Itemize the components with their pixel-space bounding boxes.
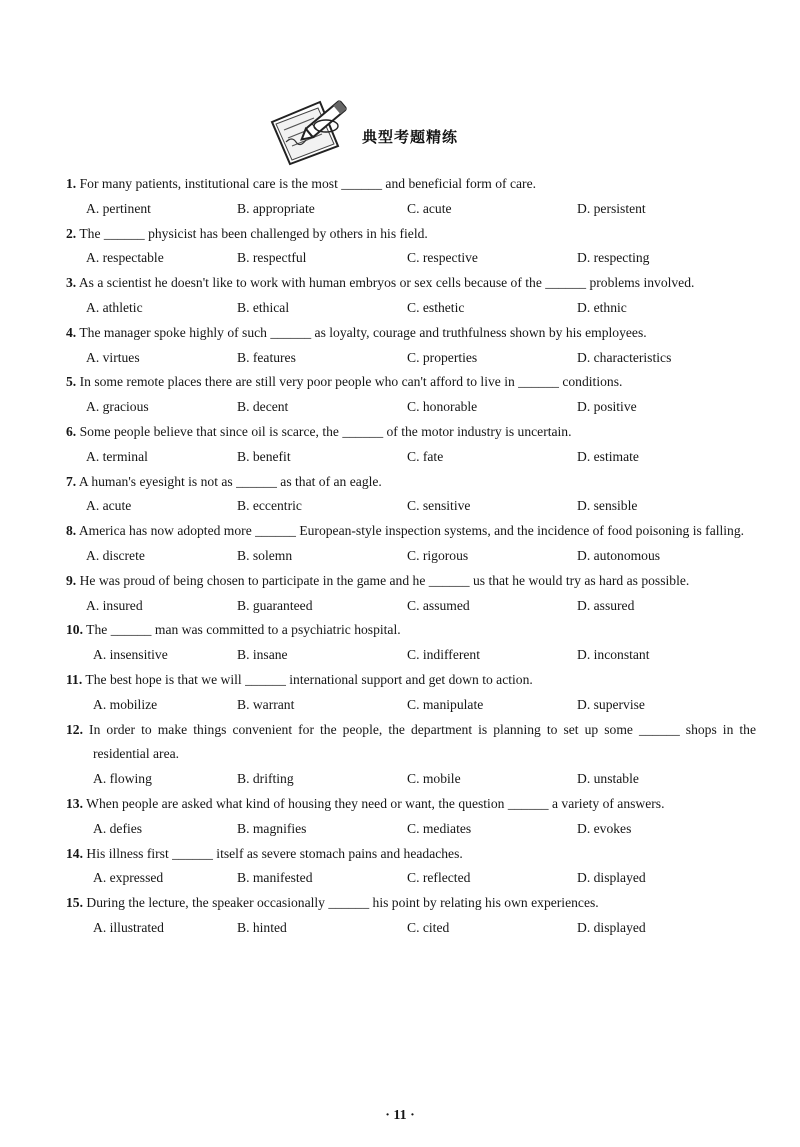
option-a: A. respectable bbox=[86, 250, 164, 266]
question-number: 2. bbox=[66, 225, 77, 241]
option-b: B. benefit bbox=[237, 448, 291, 464]
question-line bbox=[66, 370, 756, 395]
option-row bbox=[66, 494, 756, 519]
option-d: D. autonomous bbox=[577, 547, 661, 563]
option-d: D. supervise bbox=[577, 696, 645, 712]
question-number: 11. bbox=[66, 671, 83, 687]
option-c: C. fate bbox=[407, 448, 444, 464]
option-a: A. insensitive bbox=[93, 647, 168, 663]
option-d: D. sensible bbox=[577, 498, 638, 514]
question-number: 13. bbox=[66, 795, 83, 811]
question-line bbox=[66, 470, 756, 495]
option-b: B. drifting bbox=[237, 771, 294, 787]
option-c: C. mobile bbox=[407, 771, 461, 787]
question-number: 1. bbox=[66, 176, 77, 191]
option-b: B. respectful bbox=[237, 250, 307, 266]
option-c: C. esthetic bbox=[407, 299, 465, 315]
option-a: A. mobilize bbox=[93, 696, 158, 712]
question-number: 10. bbox=[66, 622, 83, 638]
question-line bbox=[66, 842, 756, 867]
option-row bbox=[66, 246, 756, 271]
page-header bbox=[268, 96, 548, 168]
page-number: · 11 · bbox=[385, 1108, 415, 1123]
option-b: B. manifested bbox=[237, 870, 313, 886]
question-7 bbox=[66, 470, 756, 520]
question-number: 5. bbox=[66, 374, 77, 390]
option-c: C. rigorous bbox=[407, 547, 469, 563]
option-c: C. properties bbox=[407, 349, 478, 365]
option-b: B. ethical bbox=[237, 299, 290, 315]
option-c: C. indifferent bbox=[407, 647, 480, 663]
option-b: B. insane bbox=[237, 647, 288, 663]
option-b: B. guaranteed bbox=[237, 597, 313, 613]
question-line bbox=[66, 420, 756, 445]
question-3 bbox=[66, 271, 756, 321]
option-b: B. magnifies bbox=[237, 820, 307, 836]
option-row bbox=[66, 544, 756, 569]
option-c: C. assumed bbox=[407, 597, 470, 613]
option-c: C. honorable bbox=[407, 399, 478, 415]
option-b: B. eccentric bbox=[237, 498, 302, 514]
option-c: C. sensitive bbox=[407, 498, 471, 514]
option-d: D. unstable bbox=[577, 771, 639, 787]
option-d: D. inconstant bbox=[577, 647, 650, 663]
option-c: C. manipulate bbox=[407, 696, 484, 712]
option-row bbox=[66, 346, 756, 371]
question-13 bbox=[66, 792, 756, 842]
question-line bbox=[66, 569, 756, 594]
question-line bbox=[66, 792, 756, 817]
option-d: D. positive bbox=[577, 399, 637, 415]
option-b: B. hinted bbox=[237, 919, 287, 935]
question-text: For many patients, institutional care is the most ______ and beneficial form of care. bbox=[79, 176, 537, 191]
option-a: A. pertinent bbox=[86, 200, 151, 216]
question-number: 14. bbox=[66, 845, 83, 861]
option-a: A. insured bbox=[86, 597, 143, 613]
question-line bbox=[66, 718, 756, 768]
option-row bbox=[66, 445, 756, 470]
question-12 bbox=[66, 718, 756, 792]
option-row bbox=[66, 594, 756, 619]
question-15 bbox=[66, 891, 756, 941]
question-2 bbox=[66, 222, 756, 272]
option-c: C. cited bbox=[407, 919, 450, 935]
question-number: 12. bbox=[66, 721, 83, 737]
option-d: D. characteristics bbox=[577, 349, 672, 365]
question-text: The best hope is that we will ______ international support and get down to action. bbox=[85, 671, 533, 687]
option-row bbox=[66, 197, 756, 222]
question-text: The ______ man was committed to a psychiatric hospital. bbox=[86, 622, 401, 638]
question-line bbox=[66, 271, 756, 296]
question-line bbox=[66, 172, 756, 197]
option-row bbox=[66, 643, 756, 668]
option-d: D. evokes bbox=[577, 820, 632, 836]
option-d: D. ethnic bbox=[577, 299, 627, 315]
question-text: During the lecture, the speaker occasionally ______ his point by relating his own experiences. bbox=[86, 895, 599, 911]
option-c: C. acute bbox=[407, 200, 452, 216]
option-row bbox=[66, 916, 756, 941]
option-b: B. features bbox=[237, 349, 296, 365]
question-text: A human's eyesight is not as ______ as that of an eagle. bbox=[78, 473, 382, 489]
option-a: A. terminal bbox=[86, 448, 148, 464]
page-title: 典型考题精练 bbox=[362, 128, 459, 146]
question-text: America has now adopted more ______ European-style inspection systems, and the incidence of food poisoning is falling. bbox=[78, 523, 745, 539]
pen-and-paper-icon bbox=[268, 96, 356, 168]
option-row bbox=[66, 817, 756, 842]
option-row bbox=[66, 866, 756, 891]
question-text: He was proud of being chosen to participate in the game and he ______ us that he would try as hard as possible. bbox=[79, 572, 690, 588]
question-number: 7. bbox=[66, 473, 77, 489]
question-text: In some remote places there are still very poor people who can't afford to live in ______ conditions. bbox=[79, 374, 623, 390]
question-line bbox=[66, 519, 756, 544]
option-a: A. illustrated bbox=[93, 919, 164, 935]
question-number: 4. bbox=[66, 324, 77, 340]
option-b: B. solemn bbox=[237, 547, 293, 563]
question-line bbox=[66, 618, 756, 643]
option-c: C. reflected bbox=[407, 870, 471, 886]
question-number: 3. bbox=[66, 275, 77, 291]
option-b: B. decent bbox=[237, 399, 289, 415]
option-a: A. defies bbox=[93, 820, 143, 836]
option-b: B. appropriate bbox=[237, 200, 315, 216]
option-c: C. respective bbox=[407, 250, 478, 266]
option-c: C. mediates bbox=[407, 820, 472, 836]
option-d: D. estimate bbox=[577, 448, 639, 464]
option-row bbox=[66, 693, 756, 718]
question-6 bbox=[66, 420, 756, 470]
question-9 bbox=[66, 569, 756, 619]
option-a: A. athletic bbox=[86, 299, 143, 315]
option-a: A. discrete bbox=[86, 547, 145, 563]
option-d: D. respecting bbox=[577, 250, 650, 266]
option-d: D. displayed bbox=[577, 870, 646, 886]
question-number: 9. bbox=[66, 572, 77, 588]
option-a: A. virtues bbox=[86, 349, 140, 365]
option-a: A. flowing bbox=[93, 771, 152, 787]
question-line bbox=[66, 891, 756, 916]
option-d: D. assured bbox=[577, 597, 635, 613]
question-8 bbox=[66, 519, 756, 569]
question-10 bbox=[66, 618, 756, 668]
question-text: In order to make things convenient for the people, the department is planning to set up some ______ shops in the residential area. bbox=[89, 721, 757, 762]
question-line bbox=[66, 668, 756, 693]
question-text: The manager spoke highly of such ______ as loyalty, courage and truthfulness shown by his employees. bbox=[79, 324, 647, 340]
question-5 bbox=[66, 370, 756, 420]
question-list bbox=[66, 172, 756, 941]
question-text: When people are asked what kind of housing they need or want, the question ______ a variety of answers. bbox=[86, 795, 665, 811]
option-row bbox=[66, 395, 756, 420]
question-line bbox=[66, 222, 756, 247]
option-row bbox=[66, 296, 756, 321]
option-a: A. acute bbox=[86, 498, 132, 514]
option-b: B. warrant bbox=[237, 696, 295, 712]
option-a: A. gracious bbox=[86, 399, 149, 415]
question-text: As a scientist he doesn't like to work with human embryos or sex cells because of the ______ problems involved. bbox=[78, 275, 695, 291]
option-a: A. expressed bbox=[93, 870, 164, 886]
option-row bbox=[66, 767, 756, 792]
question-number: 8. bbox=[66, 523, 77, 539]
question-text: Some people believe that since oil is scarce, the ______ of the motor industry is uncertain. bbox=[79, 423, 572, 439]
question-1 bbox=[66, 172, 756, 222]
question-11 bbox=[66, 668, 756, 718]
question-text: His illness first ______ itself as severe stomach pains and headaches. bbox=[86, 845, 463, 861]
question-text: The ______ physicist has been challenged by others in his field. bbox=[79, 225, 428, 241]
question-line bbox=[66, 321, 756, 346]
question-number: 15. bbox=[66, 895, 83, 911]
option-d: D. persistent bbox=[577, 200, 646, 216]
option-d: D. displayed bbox=[577, 919, 646, 935]
question-4 bbox=[66, 321, 756, 371]
question-number: 6. bbox=[66, 423, 77, 439]
question-14 bbox=[66, 842, 756, 892]
